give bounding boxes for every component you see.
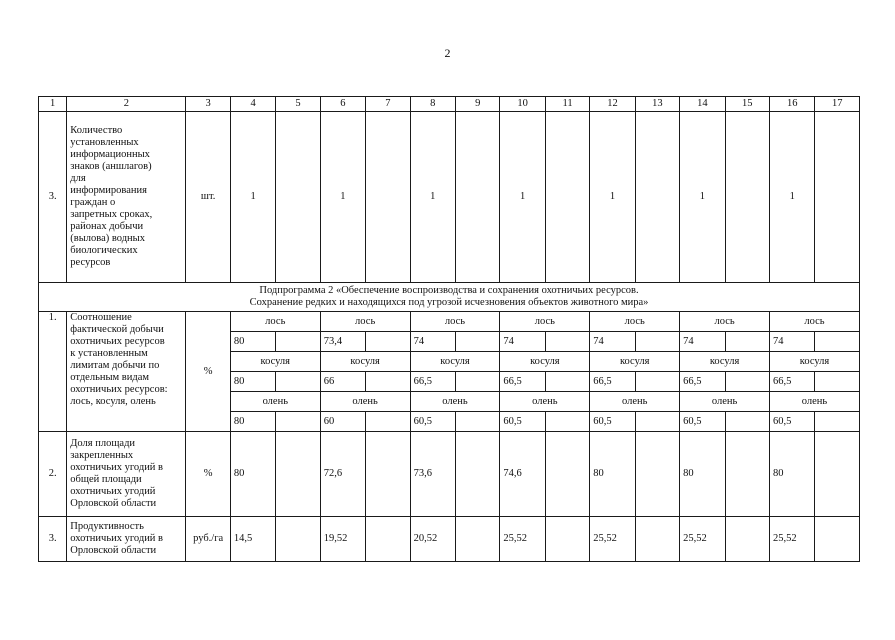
indicator-name-line: биологических (70, 245, 138, 256)
value-cell: 60,5 (680, 412, 725, 432)
indicator-name-line: Соотношение (70, 312, 132, 323)
empty-cell (725, 112, 769, 283)
empty-cell (456, 412, 500, 432)
indicator-name-line: информирования (70, 185, 147, 196)
empty-cell (366, 332, 410, 352)
column-number: 13 (635, 97, 679, 112)
empty-cell (276, 332, 320, 352)
column-number: 4 (230, 97, 275, 112)
value-cell: 74 (500, 332, 545, 352)
indicator-name-line: лось, косуля, олень (70, 396, 156, 407)
empty-cell (725, 432, 769, 517)
species-label: лось (320, 312, 410, 332)
empty-cell (366, 372, 410, 392)
empty-cell (725, 372, 769, 392)
empty-cell (635, 412, 679, 432)
empty-cell (276, 432, 320, 517)
column-number: 12 (590, 97, 635, 112)
empty-cell (456, 112, 500, 283)
empty-cell (545, 372, 589, 392)
indicator-name-line: Доля площади (70, 438, 136, 449)
empty-cell (366, 432, 410, 517)
empty-cell (545, 112, 589, 283)
column-number: 6 (320, 97, 365, 112)
table-row (39, 517, 860, 562)
indicator-name-line: (вылова) водных (70, 233, 145, 244)
indicator-name-line: Орловской области (70, 498, 157, 509)
species-label: косуля (230, 352, 320, 372)
column-number: 8 (410, 97, 455, 112)
column-number: 7 (366, 97, 410, 112)
indicator-name-line: лимитам добычи по (70, 360, 160, 371)
row-number: 2. (39, 432, 67, 517)
empty-cell (635, 432, 679, 517)
value-cell: 73,4 (320, 332, 365, 352)
empty-cell (545, 432, 589, 517)
value-cell: 1 (770, 112, 815, 283)
indicator-name-line: для (70, 173, 86, 184)
column-number: 3 (186, 97, 230, 112)
column-number: 9 (456, 97, 500, 112)
species-label: косуля (410, 352, 500, 372)
value-cell: 60,5 (410, 412, 455, 432)
value-cell: 25,52 (500, 517, 545, 562)
row-number: 3. (39, 517, 67, 562)
value-cell: 66,5 (770, 372, 815, 392)
subprogram-title-line: Сохранение редких и находящихся под угрозой исчезновения объектов животного мира» (249, 297, 649, 308)
column-number: 5 (276, 97, 320, 112)
indicator-name-line: общей площади (70, 474, 142, 485)
empty-cell (456, 517, 500, 562)
value-cell: 60,5 (590, 412, 635, 432)
indicator-name-line: закрепленных (70, 450, 134, 461)
empty-cell (815, 517, 860, 562)
indicator-name-line: отдельным видам (70, 372, 150, 383)
subprogram-title-line: Подпрограмма 2 «Обеспечение воспроизводства и сохранения охотничьих ресурсов. (259, 285, 639, 296)
column-number: 15 (725, 97, 769, 112)
unit-cell: шт. (186, 112, 230, 283)
empty-cell (276, 517, 320, 562)
species-label: косуля (320, 352, 410, 372)
empty-cell (276, 412, 320, 432)
indicator-name-line: районах добычи (70, 221, 144, 232)
value-cell: 72,6 (320, 432, 365, 517)
species-label: олень (500, 392, 590, 412)
empty-cell (366, 112, 410, 283)
value-cell: 14,5 (230, 517, 275, 562)
indicator-name (67, 112, 186, 283)
value-cell: 66 (320, 372, 365, 392)
column-number: 2 (67, 97, 186, 112)
subprogram-title (39, 283, 860, 312)
empty-cell (635, 372, 679, 392)
value-cell: 1 (500, 112, 545, 283)
value-cell: 1 (230, 112, 275, 283)
species-label: лось (230, 312, 320, 332)
column-number: 17 (815, 97, 860, 112)
row-number: 1. (39, 312, 67, 432)
unit-cell: % (186, 312, 230, 432)
species-label: олень (590, 392, 680, 412)
value-cell: 1 (320, 112, 365, 283)
indicator-name-line: запретных сроках, (70, 209, 153, 220)
value-cell: 80 (770, 432, 815, 517)
value-cell: 60,5 (770, 412, 815, 432)
empty-cell (815, 432, 860, 517)
value-cell: 25,52 (770, 517, 815, 562)
empty-cell (545, 332, 589, 352)
empty-cell (635, 332, 679, 352)
empty-cell (366, 412, 410, 432)
species-label: лось (410, 312, 500, 332)
page-number: 2 (444, 46, 451, 60)
species-label: олень (410, 392, 500, 412)
table-row (39, 112, 860, 283)
indicator-name (67, 312, 186, 432)
column-number: 11 (545, 97, 589, 112)
column-number: 1 (39, 97, 67, 112)
value-cell: 25,52 (680, 517, 725, 562)
value-cell: 1 (680, 112, 725, 283)
indicator-name-line: Количество (70, 125, 123, 136)
species-label: лось (590, 312, 680, 332)
indicator-name-line: охотничьих угодий в (70, 533, 164, 544)
value-cell: 60,5 (500, 412, 545, 432)
header-row (39, 97, 860, 112)
value-cell: 74 (770, 332, 815, 352)
empty-cell (725, 517, 769, 562)
indicator-name-line: знаков (аншлагов) (70, 161, 152, 172)
empty-cell (815, 372, 860, 392)
empty-cell (276, 372, 320, 392)
column-number: 10 (500, 97, 545, 112)
value-cell: 74 (590, 332, 635, 352)
species-label: олень (680, 392, 770, 412)
value-cell: 80 (680, 432, 725, 517)
indicator-name-line: ресурсов (70, 257, 111, 268)
value-cell: 73,6 (410, 432, 455, 517)
column-number: 16 (770, 97, 815, 112)
species-label: олень (230, 392, 320, 412)
indicator-name-line: фактической добычи (70, 324, 164, 335)
indicator-name-line: Продуктивность (70, 521, 144, 532)
empty-cell (635, 517, 679, 562)
empty-cell (545, 517, 589, 562)
indicator-name-line: охотничьих ресурсов (70, 336, 165, 347)
value-cell: 66,5 (590, 372, 635, 392)
species-label: косуля (770, 352, 860, 372)
empty-cell (815, 332, 860, 352)
indicator-name (67, 432, 186, 517)
value-cell: 66,5 (680, 372, 725, 392)
species-label: лось (680, 312, 770, 332)
value-cell: 66,5 (500, 372, 545, 392)
indicator-name-line: Орловской области (70, 545, 157, 556)
species-label: косуля (680, 352, 770, 372)
indicator-name-line: охотничьих угодий (70, 486, 156, 497)
unit-cell: % (186, 432, 230, 517)
empty-cell (456, 432, 500, 517)
value-cell: 60 (320, 412, 365, 432)
species-label: косуля (500, 352, 590, 372)
value-cell: 25,52 (590, 517, 635, 562)
indicator-name-line: охотничьих угодий в (70, 462, 164, 473)
indicators-table (38, 96, 860, 562)
column-number: 14 (680, 97, 725, 112)
empty-cell (276, 112, 320, 283)
value-cell: 20,52 (410, 517, 455, 562)
empty-cell (545, 412, 589, 432)
value-cell: 1 (410, 112, 455, 283)
empty-cell (815, 112, 860, 283)
empty-cell (815, 412, 860, 432)
indicator-name-line: граждан о (70, 197, 116, 208)
table-row (39, 432, 860, 517)
value-cell: 80 (590, 432, 635, 517)
empty-cell (635, 112, 679, 283)
species-label: олень (320, 392, 410, 412)
indicator-name-line: установленных (70, 137, 139, 148)
value-cell: 80 (230, 332, 275, 352)
species-label: лось (770, 312, 860, 332)
species-label: косуля (590, 352, 680, 372)
indicator-name (67, 517, 186, 562)
species-label: лось (500, 312, 590, 332)
value-cell: 66,5 (410, 372, 455, 392)
subprogram-row (39, 283, 860, 312)
indicator-name-line: информационных (70, 149, 150, 160)
value-cell: 74 (410, 332, 455, 352)
empty-cell (725, 412, 769, 432)
value-cell: 74,6 (500, 432, 545, 517)
value-cell: 1 (590, 112, 635, 283)
value-cell: 74 (680, 332, 725, 352)
value-cell: 80 (230, 372, 275, 392)
value-cell: 80 (230, 412, 275, 432)
value-cell: 19,52 (320, 517, 365, 562)
unit-cell: руб./га (186, 517, 230, 562)
row-number: 3. (39, 112, 67, 283)
value-cell: 80 (230, 432, 275, 517)
indicator-name-line: охотничьих ресурсов: (70, 384, 168, 395)
empty-cell (456, 372, 500, 392)
species-label: олень (770, 392, 860, 412)
species-label-row (39, 312, 860, 332)
empty-cell (366, 517, 410, 562)
empty-cell (456, 332, 500, 352)
indicator-name-line: к установленным (70, 348, 148, 359)
empty-cell (725, 332, 769, 352)
